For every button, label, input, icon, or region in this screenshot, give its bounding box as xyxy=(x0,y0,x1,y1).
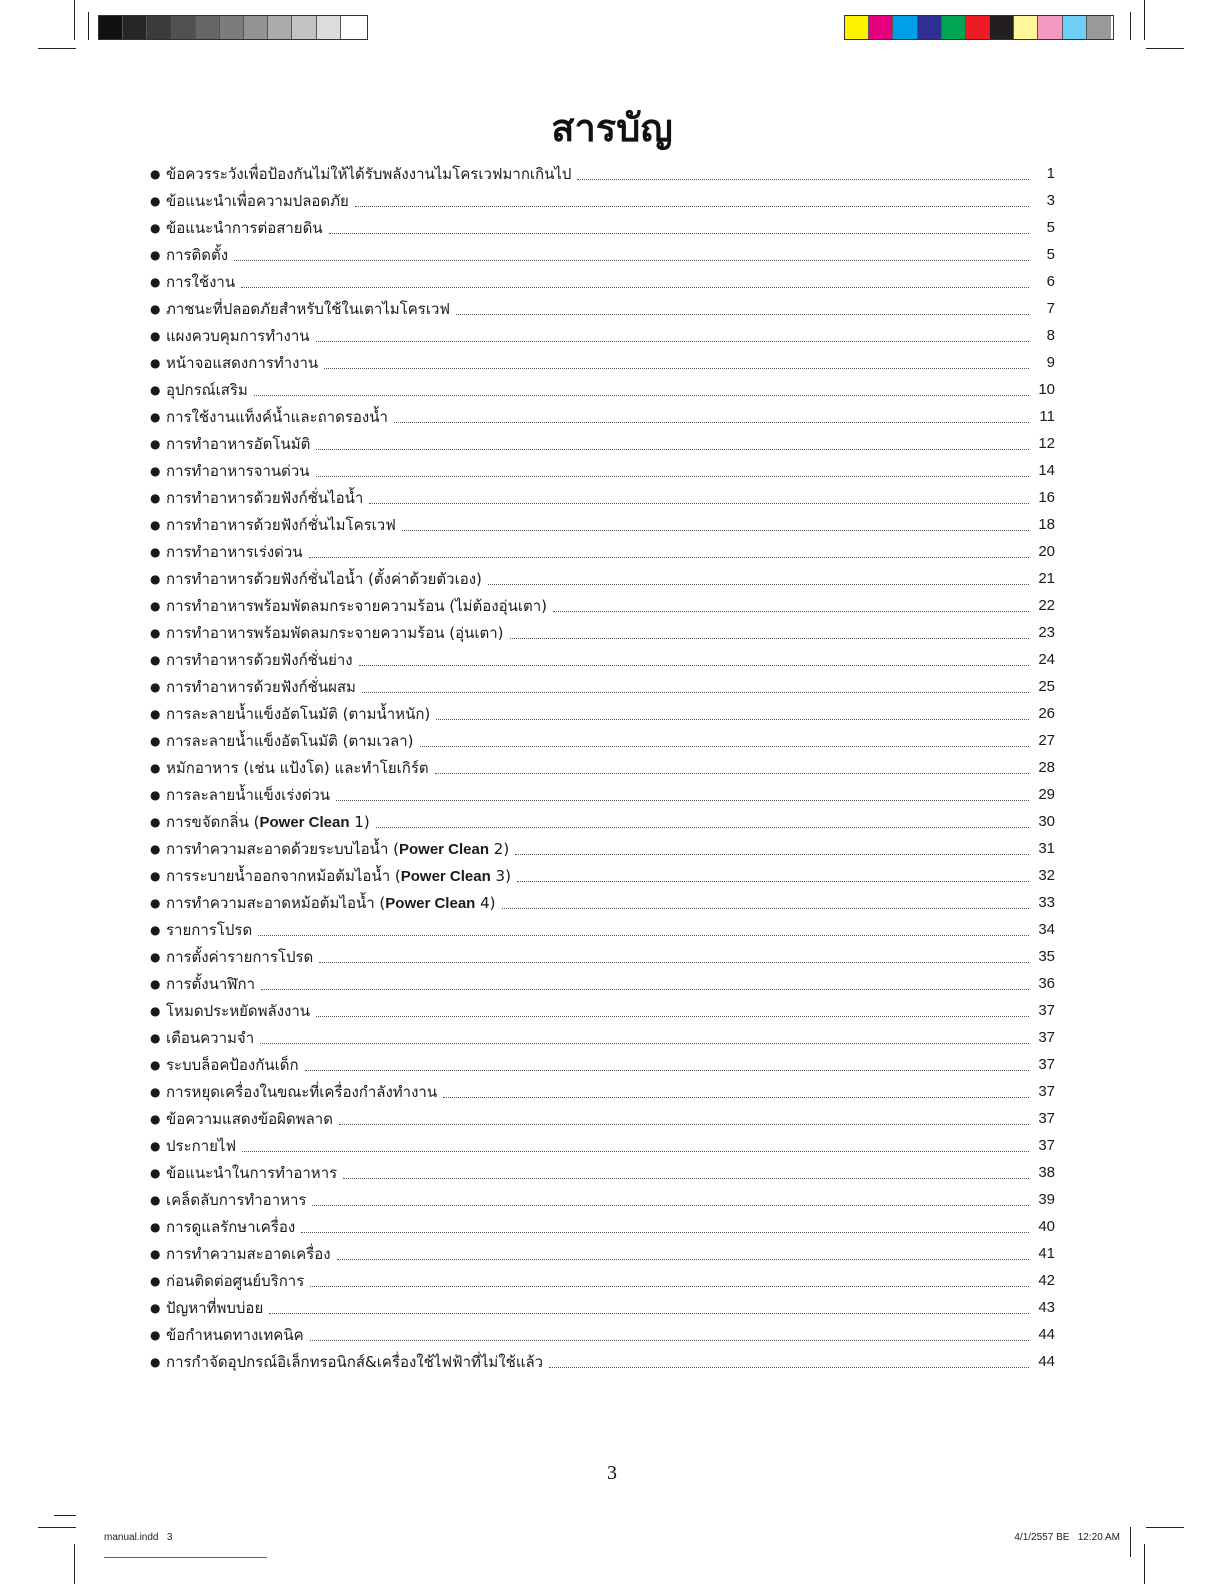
dot-leader xyxy=(359,664,1029,666)
toc-page-number: 1 xyxy=(1046,165,1055,182)
toc-page-number: 43 xyxy=(1038,1299,1055,1316)
toc-entry-title: การหยุดเครื่องในขณะที่เครื่องกำลังทำงาน xyxy=(166,1082,438,1101)
toc-entry xyxy=(150,1321,1055,1348)
dot-leader xyxy=(234,259,1029,261)
grayscale-swatch xyxy=(244,16,268,39)
bullet-icon: ● xyxy=(150,247,161,262)
grayscale-swatch xyxy=(123,16,147,39)
process-color-bar xyxy=(844,15,1114,40)
crop-mark-bottom-left-h2 xyxy=(54,1515,76,1516)
dot-leader xyxy=(324,367,1029,369)
toc-entry xyxy=(150,835,1055,862)
toc-entry xyxy=(150,1348,1055,1375)
toc-entry-title: การตั้งค่ารายการโปรด xyxy=(166,947,314,966)
dot-leader xyxy=(310,1285,1029,1287)
dot-leader xyxy=(369,502,1029,504)
bullet-icon: ● xyxy=(150,274,161,289)
toc-page-number: 41 xyxy=(1038,1245,1055,1262)
toc-entry xyxy=(150,1024,1055,1051)
bullet-icon: ● xyxy=(150,868,161,883)
toc-entry xyxy=(150,565,1055,592)
toc-entry-title: ข้อแนะนำการต่อสายดิน xyxy=(166,218,323,237)
toc-entry xyxy=(150,889,1055,916)
toc-entry xyxy=(150,214,1055,241)
dot-leader xyxy=(549,1366,1029,1368)
crop-mark-top-left-v2 xyxy=(88,12,89,40)
toc-entry xyxy=(150,592,1055,619)
toc-entry xyxy=(150,295,1055,322)
dot-leader xyxy=(336,799,1029,801)
toc-entry xyxy=(150,1240,1055,1267)
bullet-icon: ● xyxy=(150,1273,161,1288)
toc-entry-title: การใช้งานแท็งค์น้ำและถาดรองน้ำ xyxy=(166,407,388,426)
toc-entry xyxy=(150,916,1055,943)
bullet-icon: ● xyxy=(150,1327,161,1342)
toc-page-number: 31 xyxy=(1038,840,1055,857)
toc-entry xyxy=(150,808,1055,835)
bullet-icon: ● xyxy=(150,1111,161,1126)
toc-entry-title: เคล็ดลับการทำอาหาร xyxy=(166,1190,307,1209)
toc-page-number: 39 xyxy=(1038,1191,1055,1208)
dot-leader xyxy=(343,1177,1029,1179)
toc-page-number: 33 xyxy=(1038,894,1055,911)
toc-entry-title: การดูแลรักษาเครื่อง xyxy=(166,1217,296,1236)
dot-leader xyxy=(376,826,1029,828)
toc-entry xyxy=(150,673,1055,700)
crop-mark-bottom-right-v xyxy=(1144,1544,1145,1584)
process-color-swatch xyxy=(942,16,966,39)
bullet-icon: ● xyxy=(150,1354,161,1369)
toc-page-number: 42 xyxy=(1038,1272,1055,1289)
dot-leader xyxy=(301,1231,1029,1233)
bullet-icon: ● xyxy=(150,436,161,451)
crop-mark-bottom-right-h xyxy=(1146,1527,1184,1528)
crop-mark-bottom-right-v2 xyxy=(1130,1527,1131,1557)
dot-leader xyxy=(435,772,1029,774)
toc-page-number: 6 xyxy=(1046,273,1055,290)
dot-leader xyxy=(260,1042,1029,1044)
toc-entry-title: ข้อกำหนดทางเทคนิค xyxy=(166,1325,304,1344)
toc-entry-title: ข้อความแสดงข้อผิดพลาด xyxy=(166,1109,333,1128)
toc-entry xyxy=(150,943,1055,970)
toc-page-number: 37 xyxy=(1038,1002,1055,1019)
process-color-swatch xyxy=(1087,16,1111,39)
dot-leader xyxy=(420,745,1029,747)
toc-entry-title: หมักอาหาร (เช่น แป้งโด) และทำโยเกิร์ต xyxy=(166,758,429,777)
footer-timestamp: 4/1/2557 BE 12:20 AM xyxy=(1014,1532,1120,1543)
toc-entry xyxy=(150,1159,1055,1186)
dot-leader xyxy=(402,529,1029,531)
bullet-icon: ● xyxy=(150,220,161,235)
bullet-icon: ● xyxy=(150,760,161,775)
bullet-icon: ● xyxy=(150,895,161,910)
process-color-swatch xyxy=(1014,16,1038,39)
toc-entry xyxy=(150,322,1055,349)
bullet-icon: ● xyxy=(150,733,161,748)
toc-entry-title: การกำจัดอุปกรณ์อิเล็กทรอนิกส์&เครื่องใช้ไฟฟ้าที่ไม่ใช้แล้ว xyxy=(166,1352,544,1371)
dot-leader xyxy=(502,907,1030,909)
toc-entry xyxy=(150,1132,1055,1159)
bullet-icon: ● xyxy=(150,1246,161,1261)
toc-page-number: 24 xyxy=(1038,651,1055,668)
toc-entry-title: การทำอาหารด้วยฟังก์ชั่นย่าง xyxy=(166,650,353,669)
toc-entry-title: การทำความสะอาดเครื่อง xyxy=(166,1244,331,1263)
toc-entry-title: ระบบล็อคป้องกันเด็ก xyxy=(166,1055,299,1074)
bullet-icon: ● xyxy=(150,517,161,532)
toc-entry xyxy=(150,1078,1055,1105)
bullet-icon: ● xyxy=(150,706,161,721)
bullet-icon: ● xyxy=(150,1300,161,1315)
toc-entry xyxy=(150,727,1055,754)
toc-entry-title: การทำความสะอาดหม้อต้มไอน้ำ (Power Clean 4) xyxy=(166,893,496,912)
footer-file-name: manual.indd 3 xyxy=(104,1532,173,1543)
bullet-icon: ● xyxy=(150,328,161,343)
toc-entry-title: การทำอาหารด้วยฟังก์ชั่นผสม xyxy=(166,677,356,696)
crop-mark-top-right-h xyxy=(1146,48,1184,49)
toc-page-number: 44 xyxy=(1038,1353,1055,1370)
toc-entry-title: การทำอาหารพร้อมพัดลมกระจายความร้อน (อุ่นเตา) xyxy=(166,623,504,642)
toc-entry-title: แผงควบคุมการทำงาน xyxy=(166,326,310,345)
grayscale-swatch xyxy=(268,16,292,39)
dot-leader xyxy=(316,475,1029,477)
dot-leader xyxy=(337,1258,1029,1260)
dot-leader xyxy=(312,1204,1029,1206)
toc-page-number: 20 xyxy=(1038,543,1055,560)
bullet-icon: ● xyxy=(150,382,161,397)
toc-entry xyxy=(150,511,1055,538)
toc-page-number: 11 xyxy=(1039,408,1055,425)
process-color-swatch xyxy=(869,16,893,39)
bullet-icon: ● xyxy=(150,1138,161,1153)
bullet-icon: ● xyxy=(150,1030,161,1045)
process-color-swatch xyxy=(1063,16,1087,39)
toc-entry-title: การทำอาหารเร่งด่วน xyxy=(166,542,303,561)
toc-entry xyxy=(150,754,1055,781)
toc-page-number: 37 xyxy=(1038,1083,1055,1100)
bullet-icon: ● xyxy=(150,1057,161,1072)
dot-leader xyxy=(553,610,1029,612)
toc-entry-title: การใช้งาน xyxy=(166,272,236,291)
toc-entry-title: การตั้งนาฬิกา xyxy=(166,974,256,993)
process-color-swatch xyxy=(845,16,869,39)
toc-entry-title: การทำอาหารจานด่วน xyxy=(166,461,310,480)
process-color-swatch xyxy=(893,16,917,39)
process-color-swatch xyxy=(1038,16,1062,39)
toc-page-number: 21 xyxy=(1038,570,1055,587)
toc-page-number: 37 xyxy=(1038,1029,1055,1046)
bullet-icon: ● xyxy=(150,1219,161,1234)
toc-entry-title: ภาชนะที่ปลอดภัยสำหรับใช้ในเตาไมโครเวฟ xyxy=(166,299,450,318)
toc-entry-title: โหมดประหยัดพลังงาน xyxy=(166,1001,311,1020)
toc-entry-title: การละลายน้ำแข็งเร่งด่วน xyxy=(166,785,331,804)
toc-page-number: 14 xyxy=(1038,462,1055,479)
toc-page-number: 30 xyxy=(1038,813,1055,830)
dot-leader xyxy=(242,1150,1029,1152)
dot-leader xyxy=(488,583,1029,585)
toc-entry xyxy=(150,781,1055,808)
toc-entry xyxy=(150,970,1055,997)
toc-entry-title: ก่อนติดต่อศูนย์บริการ xyxy=(166,1271,305,1290)
toc-page-number: 38 xyxy=(1038,1164,1055,1181)
toc-page-number: 29 xyxy=(1038,786,1055,803)
toc-entry xyxy=(150,997,1055,1024)
dot-leader xyxy=(319,961,1029,963)
toc-page-number: 18 xyxy=(1038,516,1055,533)
toc-page-number: 12 xyxy=(1038,435,1055,452)
toc-entry-title: การติดตั้ง xyxy=(166,245,229,264)
dot-leader xyxy=(362,691,1029,693)
bullet-icon: ● xyxy=(150,301,161,316)
toc-page-number: 34 xyxy=(1038,921,1055,938)
dot-leader xyxy=(394,421,1029,423)
bullet-icon: ● xyxy=(150,922,161,937)
grayscale-swatch xyxy=(220,16,244,39)
toc-entry-title: การทำอาหารพร้อมพัดลมกระจายความร้อน (ไม่ต้องอุ่นเตา) xyxy=(166,596,548,615)
dot-leader xyxy=(261,988,1029,990)
bullet-icon: ● xyxy=(150,409,161,424)
toc-page-number: 8 xyxy=(1046,327,1055,344)
crop-mark-top-right-v2 xyxy=(1130,12,1131,40)
bullet-icon: ● xyxy=(150,463,161,478)
toc-page-number: 37 xyxy=(1038,1056,1055,1073)
dot-leader xyxy=(329,232,1029,234)
toc-entry-title: การทำอาหารด้วยฟังก์ชั่นไอน้ำ (ตั้งค่าด้วยตัวเอง) xyxy=(166,569,482,588)
toc-entry xyxy=(150,1267,1055,1294)
bullet-icon: ● xyxy=(150,571,161,586)
toc-entry-title: การทำอาหารอัตโนมัติ xyxy=(166,434,311,453)
dot-leader xyxy=(254,394,1029,396)
dot-leader xyxy=(241,286,1029,288)
bullet-icon: ● xyxy=(150,949,161,964)
dot-leader xyxy=(515,853,1029,855)
bullet-icon: ● xyxy=(150,679,161,694)
dot-leader xyxy=(517,880,1029,882)
toc-page-number: 26 xyxy=(1038,705,1055,722)
grayscale-swatch xyxy=(341,16,365,39)
page-title: สารบัญ xyxy=(551,106,673,150)
toc-page-number: 37 xyxy=(1038,1137,1055,1154)
toc-page-number: 25 xyxy=(1038,678,1055,695)
toc-page-number: 7 xyxy=(1046,300,1055,317)
toc-page-number: 5 xyxy=(1046,246,1055,263)
toc-entry-title: ปัญหาที่พบบ่อย xyxy=(166,1298,264,1317)
grayscale-swatch xyxy=(99,16,123,39)
grayscale-swatch xyxy=(196,16,220,39)
bullet-icon: ● xyxy=(150,598,161,613)
bullet-icon: ● xyxy=(150,355,161,370)
toc-page-number: 35 xyxy=(1038,948,1055,965)
toc-entry xyxy=(150,160,1055,187)
toc-entry xyxy=(150,349,1055,376)
toc-entry xyxy=(150,538,1055,565)
bullet-icon: ● xyxy=(150,193,161,208)
dot-leader xyxy=(309,556,1029,558)
toc-entry xyxy=(150,430,1055,457)
grayscale-swatch xyxy=(147,16,171,39)
toc-entry-title: การระบายน้ำออกจากหม้อต้มไอน้ำ (Power Clean 3) xyxy=(166,866,511,885)
crop-mark-bottom-left-v xyxy=(74,1544,75,1584)
toc-entry xyxy=(150,700,1055,727)
toc-entry xyxy=(150,268,1055,295)
toc-page-number: 23 xyxy=(1038,624,1055,641)
bullet-icon: ● xyxy=(150,787,161,802)
dot-leader xyxy=(436,718,1029,720)
page-number: 3 xyxy=(607,1462,617,1484)
crop-mark-top-left-v xyxy=(74,0,75,40)
toc-entry-title: ประกายไฟ xyxy=(166,1136,237,1155)
dot-leader xyxy=(310,1339,1029,1341)
dot-leader xyxy=(456,313,1029,315)
process-color-swatch xyxy=(966,16,990,39)
toc-entry-title: การทำความสะอาดด้วยระบบไอน้ำ (Power Clean 2) xyxy=(166,839,510,858)
toc-page-number: 10 xyxy=(1038,381,1055,398)
table-of-contents xyxy=(150,160,1055,1375)
bullet-icon: ● xyxy=(150,544,161,559)
toc-entry-title: อุปกรณ์เสริม xyxy=(166,380,248,399)
dot-leader xyxy=(355,205,1029,207)
grayscale-swatch xyxy=(317,16,341,39)
toc-entry xyxy=(150,1186,1055,1213)
grayscale-swatch xyxy=(172,16,196,39)
toc-entry xyxy=(150,187,1055,214)
toc-entry xyxy=(150,1213,1055,1240)
toc-entry xyxy=(150,619,1055,646)
dot-leader xyxy=(258,934,1029,936)
toc-page-number: 16 xyxy=(1038,489,1055,506)
crop-mark-bottom-left-h xyxy=(38,1527,76,1528)
toc-entry-title: หน้าจอแสดงการทำงาน xyxy=(166,353,319,372)
toc-page-number: 27 xyxy=(1038,732,1055,749)
bullet-icon: ● xyxy=(150,1003,161,1018)
crop-mark-top-right-v xyxy=(1144,0,1145,40)
toc-entry xyxy=(150,376,1055,403)
toc-entry xyxy=(150,484,1055,511)
dot-leader xyxy=(339,1123,1029,1125)
toc-entry-title: การทำอาหารด้วยฟังก์ชั่นไมโครเวฟ xyxy=(166,515,396,534)
toc-entry xyxy=(150,646,1055,673)
toc-page-number: 28 xyxy=(1038,759,1055,776)
toc-page-number: 44 xyxy=(1038,1326,1055,1343)
bullet-icon: ● xyxy=(150,1192,161,1207)
bullet-icon: ● xyxy=(150,490,161,505)
bullet-icon: ● xyxy=(150,1084,161,1099)
footer-underline xyxy=(104,1557,267,1558)
toc-entry xyxy=(150,862,1055,889)
toc-entry-title: การขจัดกลิ่น (Power Clean 1) xyxy=(166,812,370,831)
toc-entry-title: การละลายน้ำแข็งอัตโนมัติ (ตามเวลา) xyxy=(166,731,414,750)
toc-entry xyxy=(150,457,1055,484)
bullet-icon: ● xyxy=(150,166,161,181)
toc-page-number: 40 xyxy=(1038,1218,1055,1235)
toc-page-number: 5 xyxy=(1046,219,1055,236)
dot-leader xyxy=(316,1015,1029,1017)
toc-entry-title: เตือนความจำ xyxy=(166,1028,255,1047)
toc-page-number: 22 xyxy=(1038,597,1055,614)
toc-entry-title: ข้อควรระวังเพื่อป้องกันไม่ให้ได้รับพลังงานไมโครเวฟมากเกินไป xyxy=(166,164,572,183)
dot-leader xyxy=(316,448,1029,450)
toc-entry-title: ข้อแนะนำในการทำอาหาร xyxy=(166,1163,338,1182)
toc-entry-title: รายการโปรด xyxy=(166,920,253,939)
toc-entry xyxy=(150,241,1055,268)
dot-leader xyxy=(269,1312,1029,1314)
crop-mark-top-left-h xyxy=(38,48,76,49)
dot-leader xyxy=(305,1069,1029,1071)
toc-entry xyxy=(150,1294,1055,1321)
bullet-icon: ● xyxy=(150,625,161,640)
toc-entry-title: การละลายน้ำแข็งอัตโนมัติ (ตามน้ำหนัก) xyxy=(166,704,431,723)
bullet-icon: ● xyxy=(150,841,161,856)
toc-entry-title: การทำอาหารด้วยฟังก์ชั่นไอน้ำ xyxy=(166,488,364,507)
toc-page-number: 3 xyxy=(1046,192,1055,209)
toc-page-number: 32 xyxy=(1038,867,1055,884)
toc-page-number: 37 xyxy=(1038,1110,1055,1127)
process-color-swatch xyxy=(918,16,942,39)
toc-page-number: 9 xyxy=(1046,354,1055,371)
dot-leader xyxy=(510,637,1029,639)
dot-leader xyxy=(443,1096,1029,1098)
dot-leader xyxy=(577,178,1029,180)
toc-entry-title: ข้อแนะนำเพื่อความปลอดภัย xyxy=(166,191,349,210)
toc-entry xyxy=(150,1105,1055,1132)
bullet-icon: ● xyxy=(150,814,161,829)
grayscale-color-bar xyxy=(98,15,368,40)
toc-entry xyxy=(150,1051,1055,1078)
toc-entry xyxy=(150,403,1055,430)
bullet-icon: ● xyxy=(150,976,161,991)
process-color-swatch xyxy=(990,16,1014,39)
bullet-icon: ● xyxy=(150,652,161,667)
bullet-icon: ● xyxy=(150,1165,161,1180)
toc-page-number: 36 xyxy=(1038,975,1055,992)
grayscale-swatch xyxy=(292,16,316,39)
dot-leader xyxy=(316,340,1029,342)
